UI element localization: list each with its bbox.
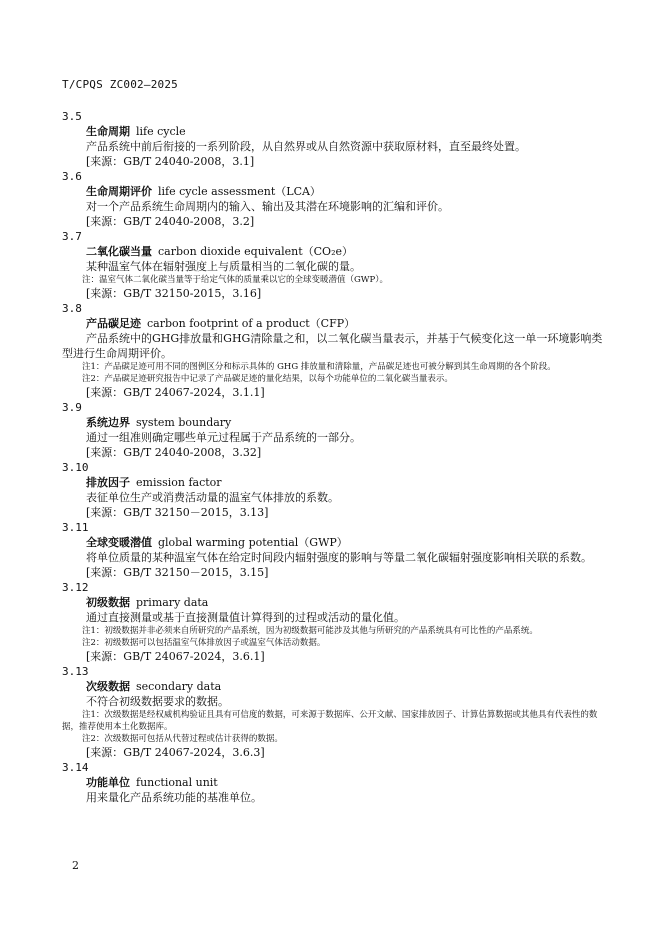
term-english: secondary data: [136, 680, 222, 693]
clause-number: 3.12: [62, 581, 89, 594]
term-source: [来源：GB/T 24040-2008，3.2]: [86, 215, 255, 228]
clause-number: 3.11: [62, 521, 89, 534]
clause-number: 3.8: [62, 302, 82, 315]
term-entry: [62, 664, 610, 760]
term-english: carbon dioxide equivalent（CO₂e）: [158, 245, 353, 258]
clause-number: 3.14: [62, 761, 89, 774]
term-chinese: 全球变暖潜值: [86, 536, 152, 549]
term-heading: [86, 595, 610, 610]
term-source: [来源：GB/T 32150－2015，3.13]: [86, 506, 269, 519]
term-entry: [62, 229, 610, 301]
term-definition: 通过一组准则确定哪些单元过程属于产品系统的一部分。: [86, 431, 361, 444]
clause-number: 3.9: [62, 401, 82, 414]
term-entry: [62, 169, 610, 229]
term-entry: [62, 400, 610, 460]
term-heading: [86, 184, 610, 199]
term-english: life cycle: [136, 125, 186, 138]
term-chinese: 生命周期评价: [86, 185, 152, 198]
term-definition: 表征单位生产或消费活动量的温室气体排放的系数。: [86, 491, 339, 504]
term-entry: [62, 109, 610, 169]
term-chinese: 排放因子: [86, 476, 130, 489]
term-definition: 不符合初级数据要求的数据。: [86, 695, 229, 708]
term-definition: 对一个产品系统生命周期内的输入、输出及其潜在环境影响的汇编和评价。: [86, 200, 449, 213]
term-source: [来源：GB/T 32150-2015，3.16]: [86, 287, 262, 300]
term-heading: [86, 316, 610, 331]
term-source: [来源：GB/T 32150－2015，3.15]: [86, 566, 269, 579]
term-note: 注2：产品碳足迹研究报告中记录了产品碳足迹的量化结果，以每个功能单位的二氧化碳当量表示。: [82, 374, 453, 384]
term-note: 注：温室气体二氧化碳当量等于给定气体的质量乘以它的全球变暖潜值（GWP）。: [82, 275, 388, 285]
term-entry: [62, 520, 610, 580]
term-chinese: 次级数据: [86, 680, 130, 693]
term-entry: [62, 301, 610, 400]
term-heading: [86, 775, 610, 790]
term-source: [来源：GB/T 24067-2024，3.6.1]: [86, 650, 265, 663]
term-heading: [86, 475, 610, 490]
standard-header: T/CPQS ZC002—2025: [62, 78, 178, 91]
term-heading: [86, 244, 610, 259]
term-heading: [86, 535, 610, 550]
term-english: life cycle assessment（LCA）: [158, 185, 321, 198]
term-chinese: 初级数据: [86, 596, 130, 609]
term-entry: [62, 760, 610, 805]
term-definition: 产品系统中的GHG排放量和GHG清除量之和，以二氧化碳当量表示，并基于气候变化这一单一环境影响类型进行生命周期评价。: [62, 332, 603, 360]
term-source: [来源：GB/T 24067-2024，3.1.1]: [86, 386, 265, 399]
term-note: 注2：次级数据可包括从代替过程或估计获得的数据。: [82, 734, 283, 744]
clause-number: 3.6: [62, 170, 82, 183]
term-chinese: 系统边界: [86, 416, 130, 429]
term-note: 注1：次级数据是经权威机构验证且具有可信度的数据，可来源于数据库、公开文献、国家排放因子、计算估算数据或其他具有代表性的数据，推荐使用本土化数据库。: [62, 710, 598, 732]
term-definition: 通过直接测量或基于直接测量值计算得到的过程或活动的量化值。: [86, 611, 405, 624]
terms-list: [62, 109, 610, 805]
term-definition: 某种温室气体在辐射强度上与质量相当的二氧化碳的量。: [86, 260, 361, 273]
term-entry: [62, 580, 610, 664]
term-source: [来源：GB/T 24067-2024，3.6.3]: [86, 746, 265, 759]
term-chinese: 产品碳足迹: [86, 317, 141, 330]
term-definition: 将单位质量的某种温室气体在给定时间段内辐射强度的影响与等量二氧化碳辐射强度影响相关联的系数。: [86, 551, 592, 564]
clause-number: 3.13: [62, 665, 89, 678]
term-note: 注1：产品碳足迹可用不同的图例区分和标示具体的 GHG 排放量和清除量，产品碳足迹也可被分解到其生命周期的各个阶段。: [82, 362, 556, 372]
term-heading: [86, 124, 610, 139]
term-entry: [62, 460, 610, 520]
term-chinese: 生命周期: [86, 125, 130, 138]
term-english: carbon footprint of a product（CFP）: [147, 317, 356, 330]
term-english: emission factor: [136, 476, 222, 489]
term-definition: 用来量化产品系统功能的基准单位。: [86, 791, 262, 804]
term-english: system boundary: [136, 416, 232, 429]
term-english: primary data: [136, 596, 209, 609]
clause-number: 3.5: [62, 110, 82, 123]
term-source: [来源：GB/T 24040-2008，3.1]: [86, 155, 255, 168]
term-definition: 产品系统中前后衔接的一系列阶段，从自然界或从自然资源中获取原材料，直至最终处置。: [86, 140, 526, 153]
clause-number: 3.10: [62, 461, 89, 474]
term-heading: [86, 679, 610, 694]
term-chinese: 功能单位: [86, 776, 130, 789]
term-note: 注2：初级数据可以包括温室气体排放因子或温室气体活动数据。: [82, 638, 326, 648]
term-note: 注1：初级数据并非必须来自所研究的产品系统，因为初级数据可能涉及其他与所研究的产品系统具有可比性的产品系统。: [82, 626, 538, 636]
page-number: 2: [72, 859, 79, 872]
term-heading: [86, 415, 610, 430]
term-source: [来源：GB/T 24040-2008，3.32]: [86, 446, 262, 459]
term-english: functional unit: [136, 776, 218, 789]
term-chinese: 二氧化碳当量: [86, 245, 152, 258]
clause-number: 3.7: [62, 230, 82, 243]
term-english: global warming potential（GWP）: [158, 536, 348, 549]
